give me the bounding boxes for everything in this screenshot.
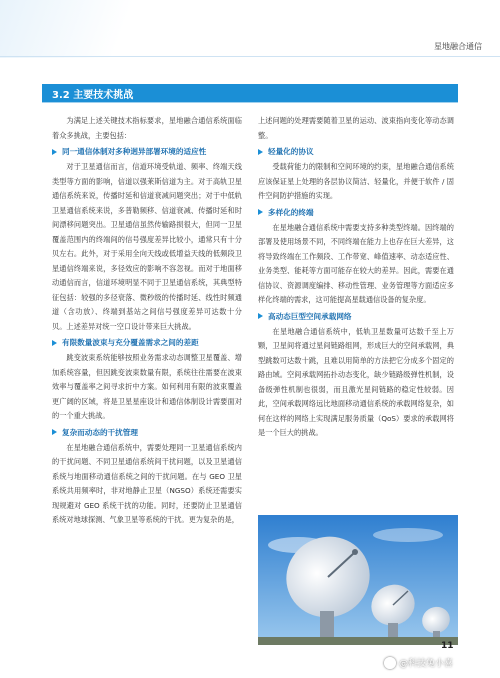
subheading-label: 轻量化的协议	[268, 147, 314, 156]
subheading-interference	[52, 425, 242, 440]
paragraph-lightweight-protocol: 受载荷能力的限制和空间环境的约束，星地融合通信系统应该保证星上处理的各层协议简洁、轻量化，并便于软件 / 固件空间防护措施的实现。	[258, 162, 454, 200]
right-column	[258, 114, 454, 441]
intro-paragraph: 为满足上述关键技术指标要求，星地融合通信系统面临着众多挑战，主要包括：	[52, 116, 242, 140]
page-header	[0, 0, 500, 62]
triangle-bullet-icon	[258, 149, 263, 155]
triangle-bullet-icon	[52, 149, 57, 155]
header-title: 星地融合通信	[434, 42, 482, 51]
section-title: 3.2 主要技术挑战	[52, 90, 134, 101]
subheading-beam-gap	[52, 335, 242, 350]
watermark-text: @科技兔小喜	[399, 659, 454, 669]
paragraph-continuation: 上述问题的处理需要随着卫星的运动、波束指向变化等动态调整。	[258, 116, 454, 140]
subheading-label: 高动态巨型空间承载网络	[268, 311, 352, 321]
triangle-bullet-icon	[258, 209, 263, 215]
left-column	[52, 114, 242, 528]
triangle-bullet-icon	[258, 313, 263, 319]
header-decoration	[0, 0, 170, 58]
page-number: 11	[441, 641, 454, 651]
paragraph-diverse-terminals: 在星地融合通信系统中需要支持多种类型终端。因终端的部署及使用场景不同，不同终端在能力上也存在巨大差异，这将导致终端在工作频段、工作带宽、峰值速率、动态适应性、业务类型、能耗等方面可能存在较大的差异。因此，需要在通信协议、资源调度编排、移动性管理、业务管理等方面适应多样化终端的需求，这可能提高星载通信设备的复杂度。	[258, 222, 454, 304]
paragraph-space-network: 在星地融合通信系统中，低轨卫星数量可达数千至上万颗，卫星间将通过星间链路组网，形成巨大的空间承载网，典型跳数可达数十跳，且难以用简单的方法把它分成多个固定的路由域。空间承载网拓扑动态变化，缺少链路级弹性机制，设备级弹性机制也很弱，而且激光星间链路的稳定性较弱。因此，空间承载网络远比地面移动通信系统的承载网络复杂，如何在这样的网络上实现满足服务质量（QoS）要求的承载网将是一个巨大的挑战。	[258, 326, 454, 437]
subheading-label: 复杂而动态的干扰管理	[62, 427, 138, 437]
subheading-label: 有限数量波束与充分覆盖需求之间的差距	[62, 338, 199, 347]
subheading-diverse-terminals	[258, 205, 454, 220]
header-rule	[0, 56, 500, 57]
triangle-bullet-icon	[52, 429, 57, 435]
subheading-label: 多样化的终端	[268, 207, 314, 217]
author-avatar-icon	[384, 657, 396, 669]
paragraph-interference: 在星地融合通信系统中，需要处理同一卫星通信系统内的干扰问题、不同卫星通信系统间干扰问题，以及卫星通信系统与地面移动通信系统之间的干扰问题。在与 GEO 卫星系统共用频率时，非对地静止卫星（NGSO）系统还需要实现规避对 GEO 系统干扰的功能。同时，还要防止卫星通信系统对地球探测、气象卫星等系统的干扰。更为复杂的是，	[52, 442, 242, 524]
paragraph-adaptability: 对于卫星通信而言，信道环境受轨道、频率、终端天线类型等方面的影响，信道以强莱斯信道为主。对于高轨卫星通信系统来说，传播时延和信道衰减问题突出；对于中低轨卫星通信系统来说，多普勒频移、信道衰减、传播时延和时间漂移问题突出。卫星通信虽然传输路损很大，但同一卫星覆盖范围内的终端间的信号强度差异比较小，通常只有十分贝左右。此外，对于采用全向天线或低增益天线的低频段卫星通信终端来说，多径效应的影响不容忽视。而对于地面移动通信而言，信道环境明显不同于卫星通信系统，其典型特征包括：较强的多径衰落、微秒级的传播时延、线性时频通道（含功放）、终端到基站之间信号强度差异可达数十分贝。上述差异对统一空口设计带来巨大挑战。	[52, 162, 242, 331]
triangle-bullet-icon	[52, 340, 57, 346]
section-band-line	[42, 102, 458, 103]
subheading-space-network	[258, 309, 454, 324]
satellite-dish-photo	[258, 515, 458, 645]
paragraph-beam-gap: 跳变波束系统能够按照业务需求动态调整卫星覆盖、增加系统容量，但因跳变波束数量有限，系统往往需要在波束效率与覆盖率之间寻求折中方案。如何利用有限的波束覆盖更广阔的区域，将是卫星星座设计和通信体制设计需要面对的一个重大挑战。	[52, 353, 242, 420]
watermark	[384, 656, 453, 669]
subheading-label: 同一通信体制对多种迥异部署环境的适应性	[62, 147, 207, 156]
subheading-lightweight-protocol	[258, 144, 454, 159]
subheading-adaptability	[52, 144, 242, 159]
